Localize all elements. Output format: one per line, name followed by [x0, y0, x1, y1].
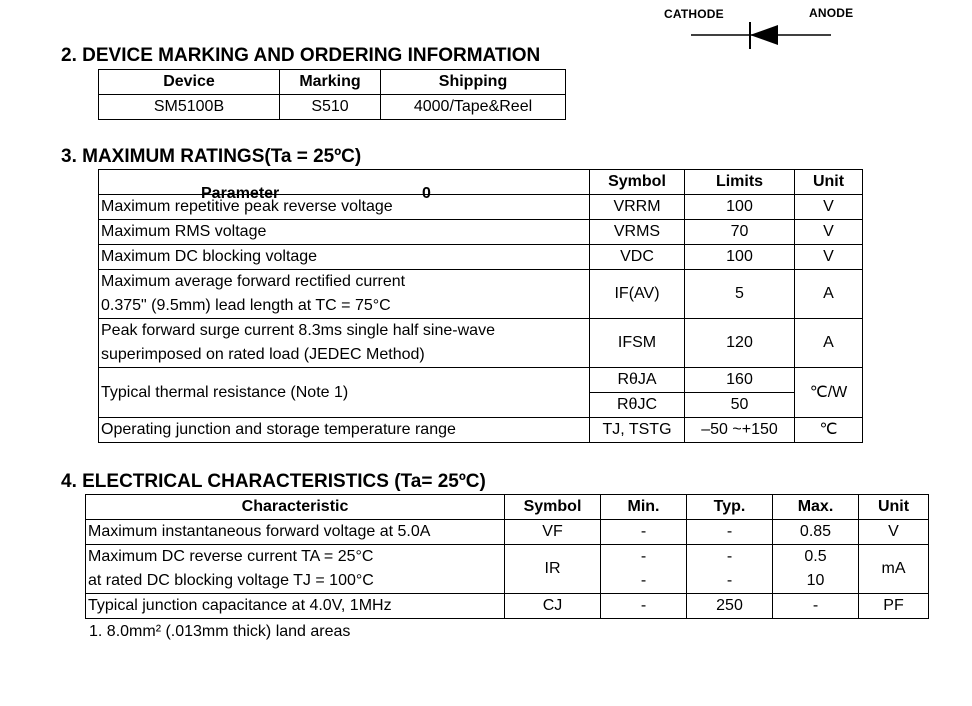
unit-cell: V: [859, 520, 929, 545]
min-cell: [601, 545, 687, 594]
section-electrical-title: 4. ELECTRICAL CHARACTERISTICS (Ta= 25ºC): [61, 471, 486, 492]
param-line-2: superimposed on rated load (JEDEC Method): [101, 346, 425, 363]
symbol-cell: IFSM: [590, 319, 685, 368]
max-line-1: 0.5: [804, 548, 827, 565]
limit-cell: 160: [685, 368, 795, 393]
header-shipping: Shipping: [381, 70, 566, 95]
typ-line-2: -: [726, 572, 733, 589]
table-row: [99, 245, 863, 270]
table-row: [86, 520, 929, 545]
symbol-cell: IR: [505, 545, 601, 594]
table-header-row: [99, 70, 566, 95]
param-cell: Maximum DC blocking voltage: [99, 245, 590, 270]
header-min: Min.: [601, 495, 687, 520]
symbol-cell: VRMS: [590, 220, 685, 245]
param-cell: Maximum RMS voltage: [99, 220, 590, 245]
header-parameter: [99, 170, 590, 202]
diode-symbol-icon: [688, 20, 834, 52]
header-parameter-label: Parameter: [201, 185, 280, 202]
marking-table: [98, 69, 566, 120]
cathode-label: CATHODE: [664, 7, 724, 21]
param-line-2: 0.375" (9.5mm) lead length at TC = 75°C: [101, 297, 391, 314]
param-line-1: Maximum average forward rectified current: [101, 273, 406, 290]
table-row: [99, 418, 863, 443]
header-typ: Typ.: [687, 495, 773, 520]
typ-cell: -: [687, 520, 773, 545]
electrical-table: [85, 494, 929, 619]
limit-cell: 120: [685, 319, 795, 368]
header-unit: Unit: [795, 170, 863, 195]
symbol-cell: TJ, TSTG: [590, 418, 685, 443]
header-zero: 0: [422, 185, 431, 202]
table-row: [99, 368, 863, 393]
limit-cell: 100: [685, 195, 795, 220]
symbol-cell: CJ: [505, 594, 601, 619]
unit-cell: PF: [859, 594, 929, 619]
table-row: [99, 319, 863, 368]
limit-cell: 50: [685, 393, 795, 418]
char-cell: [86, 545, 505, 594]
table-row: [86, 545, 929, 594]
param-cell: Operating junction and storage temperature range: [99, 418, 590, 443]
max-cell: -: [773, 594, 859, 619]
symbol-cell: VDC: [590, 245, 685, 270]
param-cell: [99, 319, 590, 368]
max-cell: 0.85: [773, 520, 859, 545]
device-value: SM5100B: [99, 95, 280, 120]
unit-cell: V: [795, 220, 863, 245]
char-cell: Maximum instantaneous forward voltage at 5.0A: [86, 520, 505, 545]
unit-cell: ℃/W: [795, 368, 863, 418]
symbol-cell: RθJA: [590, 368, 685, 393]
header-symbol: Symbol: [590, 170, 685, 195]
param-cell: [99, 270, 590, 319]
limit-cell: –50 ~+150: [685, 418, 795, 443]
header-limits: Limits: [685, 170, 795, 195]
header-max: Max.: [773, 495, 859, 520]
unit-cell: V: [795, 245, 863, 270]
min-line-2: -: [640, 572, 647, 589]
limit-cell: 100: [685, 245, 795, 270]
unit-cell: mA: [859, 545, 929, 594]
marking-value: S510: [280, 95, 381, 120]
table-row: [86, 594, 929, 619]
min-line-1: -: [640, 548, 647, 565]
char-cell: Typical junction capacitance at 4.0V, 1MHz: [86, 594, 505, 619]
ratings-table: [98, 169, 863, 443]
anode-label: ANODE: [809, 6, 854, 20]
unit-cell: A: [795, 319, 863, 368]
header-device: Device: [99, 70, 280, 95]
max-cell: [773, 545, 859, 594]
header-unit: Unit: [859, 495, 929, 520]
max-line-2: 10: [806, 572, 825, 589]
unit-cell: A: [795, 270, 863, 319]
header-marking: Marking: [280, 70, 381, 95]
min-cell: -: [601, 594, 687, 619]
symbol-cell: IF(AV): [590, 270, 685, 319]
symbol-cell: VRRM: [590, 195, 685, 220]
min-cell: -: [601, 520, 687, 545]
unit-cell: ℃: [795, 418, 863, 443]
unit-cell: V: [795, 195, 863, 220]
table-row: [99, 95, 566, 120]
section-marking-title: 2. DEVICE MARKING AND ORDERING INFORMATION: [61, 45, 541, 66]
table-header-row: [99, 170, 863, 195]
symbol-cell: RθJC: [590, 393, 685, 418]
header-symbol: Symbol: [505, 495, 601, 520]
typ-cell: [687, 545, 773, 594]
symbol-cell: VF: [505, 520, 601, 545]
limit-cell: 5: [685, 270, 795, 319]
param-cell: Maximum repetitive peak reverse voltage: [99, 195, 590, 220]
limit-cell: 70: [685, 220, 795, 245]
shipping-value: 4000/Tape&Reel: [381, 95, 566, 120]
char-line-2: at rated DC blocking voltage TJ = 100°C: [88, 572, 374, 589]
table-row: [99, 270, 863, 319]
typ-cell: 250: [687, 594, 773, 619]
header-characteristic: Characteristic: [86, 495, 505, 520]
table-header-row: [86, 495, 929, 520]
section-ratings-title: 3. MAXIMUM RATINGS(Ta = 25ºC): [61, 146, 362, 167]
footnote: 1. 8.0mm² (.013mm thick) land areas: [89, 623, 351, 640]
table-row: [99, 220, 863, 245]
param-line-1: Peak forward surge current 8.3ms single half sine-wave: [101, 322, 495, 339]
char-line-1: Maximum DC reverse current TA = 25°C: [88, 548, 374, 565]
param-cell: Typical thermal resistance (Note 1): [99, 368, 590, 418]
typ-line-1: -: [726, 548, 733, 565]
